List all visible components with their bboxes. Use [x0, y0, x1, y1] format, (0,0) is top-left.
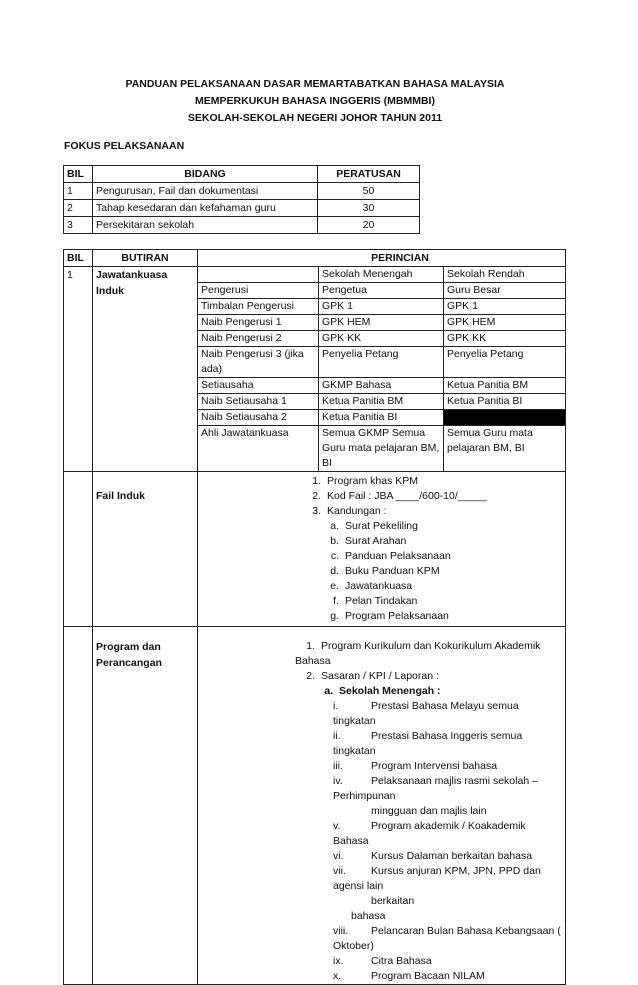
list-item: 3. Kandungan : — [312, 505, 387, 517]
jk-menengah: Penyelia Petang — [319, 347, 444, 378]
cell-peratusan: 50 — [318, 183, 420, 200]
fokus-table — [63, 165, 420, 234]
jk-jawatan: Naib Setiausaha 2 — [198, 410, 319, 426]
list-subitem: c. Panduan Pelaksanaan — [330, 550, 451, 562]
jk-rendah: Ketua Panitia BM — [444, 378, 566, 394]
list-item: 1. Program khas KPM — [312, 475, 419, 487]
jk-jawatan: Ahli Jawatankuasa — [198, 426, 319, 472]
jk-rendah: GPK KK — [444, 331, 566, 347]
program-label-line-1: Program dan — [96, 641, 161, 653]
list-roman-item: i. Prestasi Bahasa Melayu semua tingkatan — [333, 700, 519, 727]
jk-rendah: Semua Guru mata pelajaran BM, BI — [444, 426, 566, 472]
jk-menengah: GKMP Bahasa — [319, 378, 444, 394]
jk-jawatan: Timbalan Pengerusi — [198, 299, 319, 315]
list-roman-continuation: berkaitan — [371, 895, 415, 907]
cell-perincian-fail-induk — [198, 472, 566, 627]
jk-row — [198, 410, 565, 426]
jk-row — [198, 283, 565, 299]
jk-header-rendah: Sekolah Rendah — [444, 267, 566, 283]
program-list — [201, 639, 562, 984]
cell-bil: 1 — [64, 183, 93, 200]
list-subitem: b. Surat Arahan — [330, 535, 407, 547]
list-item: 2. Kod Fail : JBA ____/600-10/_____ — [312, 490, 487, 502]
fail-induk-list — [201, 474, 562, 624]
list-subitem: a. Surat Pekeliling — [330, 520, 418, 532]
jk-jawatan: Naib Pengerusi 2 — [198, 331, 319, 347]
cell-butiran-jawatankuasa: Jawatankuasa Induk — [93, 267, 198, 472]
list-roman-item: v. Program akademik / Koakademik Bahasa — [333, 820, 526, 847]
jk-rendah: GPK HEM — [444, 315, 566, 331]
title-line-1: PANDUAN PELAKSANAAN DASAR MEMARTABATKAN BAHASA MALAYSIA — [125, 78, 505, 90]
list-subitem: d. Buku Panduan KPM — [330, 565, 440, 577]
table-row-fail-induk — [64, 472, 566, 627]
cell-perincian-jawatankuasa — [198, 267, 566, 472]
cell-bidang: Persekitaran sekolah — [93, 217, 318, 234]
list-roman-item: ix. Citra Bahasa — [333, 955, 432, 967]
table-row-jawatankuasa — [64, 267, 566, 472]
list-roman-item: x. Program Bacaan NILAM — [333, 970, 485, 982]
cell-bil-empty — [64, 627, 93, 985]
header-bil: BIL — [64, 166, 93, 183]
jk-row — [198, 394, 565, 410]
list-item: 1. Program Kurikulum dan Kokurikulum Akademik Bahasa — [295, 640, 541, 667]
table-row-program — [64, 627, 566, 985]
list-orphan-word: bahasa — [351, 910, 386, 922]
jk-rendah: Penyelia Petang — [444, 347, 566, 378]
table-header-row — [64, 250, 566, 267]
header-peratusan: PERATUSAN — [318, 166, 420, 183]
cell-butiran-fail-induk: Fail Induk — [93, 472, 198, 627]
list-roman-item: viii. Pelancaran Bulan Bahasa Kebangsaan ( Oktober) — [333, 925, 561, 952]
jk-menengah: Semua GKMP Semua Guru mata pelajaran BM, BI — [319, 426, 444, 472]
list-subitem: g. Program Pelaksanaan — [330, 610, 449, 622]
jk-header-row — [198, 267, 565, 283]
cell-bil: 2 — [64, 200, 93, 217]
jk-header-menengah: Sekolah Menengah — [319, 267, 444, 283]
jk-header-blank — [198, 267, 319, 283]
jk-row — [198, 315, 565, 331]
table-header-row — [64, 166, 420, 183]
fokus-heading: FOKUS PELAKSANAAN — [64, 140, 185, 152]
cell-bil: 3 — [64, 217, 93, 234]
jk-row — [198, 331, 565, 347]
title-line-3: SEKOLAH-SEKOLAH NEGERI JOHOR TAHUN 2011 — [187, 112, 443, 124]
header-bidang: BIDANG — [93, 166, 318, 183]
list-roman-continuation: mingguan dan majlis lain — [371, 805, 487, 817]
title-line-2: MEMPERKUKUH BAHASA INGGERIS (MBMMBI) — [195, 95, 435, 107]
list-subitem: e. Jawatankuasa — [330, 580, 413, 592]
jk-row — [198, 347, 565, 378]
jk-rendah: Guru Besar — [444, 283, 566, 299]
cell-perincian-program — [198, 627, 566, 985]
jk-row — [198, 426, 565, 472]
header-perincian: PERINCIAN — [198, 250, 566, 267]
jk-menengah: Ketua Panitia BI — [319, 410, 444, 426]
cell-butiran-program — [93, 627, 198, 985]
table-row — [64, 200, 420, 217]
list-roman-item: ii. Prestasi Bahasa Inggeris semua tingkatan — [333, 730, 523, 757]
list-roman-item: vii. Kursus anjuran KPM, JPN, PPD dan agensi lain — [333, 865, 541, 892]
jk-menengah: GPK 1 — [319, 299, 444, 315]
jk-jawatan: Setiausaha — [198, 378, 319, 394]
jk-menengah: GPK HEM — [319, 315, 444, 331]
jk-menengah: Pengetua — [319, 283, 444, 299]
jk-rendah-redacted — [444, 410, 566, 426]
header-bil: BIL — [64, 250, 93, 267]
jk-row — [198, 378, 565, 394]
jk-menengah: Ketua Panitia BM — [319, 394, 444, 410]
jk-jawatan: Pengerusi — [198, 283, 319, 299]
jk-menengah: GPK KK — [319, 331, 444, 347]
cell-bil-empty — [64, 472, 93, 627]
jk-rendah: Ketua Panitia BI — [444, 394, 566, 410]
jawatankuasa-table — [198, 267, 565, 471]
jk-rendah: GPK 1 — [444, 299, 566, 315]
list-roman-item: vi. Kursus Dalaman berkaitan bahasa — [333, 850, 533, 862]
table-row — [64, 183, 420, 200]
jk-jawatan: Naib Setiausaha 1 — [198, 394, 319, 410]
list-subitem: f. Pelan Tindakan — [333, 595, 418, 607]
list-subheading: a. Sekolah Menengah : — [324, 685, 441, 697]
jk-jawatan: Naib Pengerusi 3 (jika ada) — [198, 347, 319, 378]
list-roman-item: iii. Program Intervensi bahasa — [333, 760, 498, 772]
cell-peratusan: 20 — [318, 217, 420, 234]
program-label-line-2: Perancangan — [96, 657, 162, 669]
cell-peratusan: 30 — [318, 200, 420, 217]
cell-bidang: Pengurusan, Fail dan dokumentasi — [93, 183, 318, 200]
list-roman-item: iv. Pelaksanaan majlis rasmi sekolah – Perhimpunan — [333, 775, 538, 802]
perincian-table — [63, 249, 566, 985]
table-row — [64, 217, 420, 234]
cell-bil: 1 — [64, 267, 93, 472]
document-title — [60, 76, 570, 127]
header-butiran: BUTIRAN — [93, 250, 198, 267]
jk-jawatan: Naib Pengerusi 1 — [198, 315, 319, 331]
cell-bidang: Tahap kesedaran dan kefahaman guru — [93, 200, 318, 217]
jk-row — [198, 299, 565, 315]
list-item: 2. Sasaran / KPI / Laporan : — [306, 670, 439, 682]
